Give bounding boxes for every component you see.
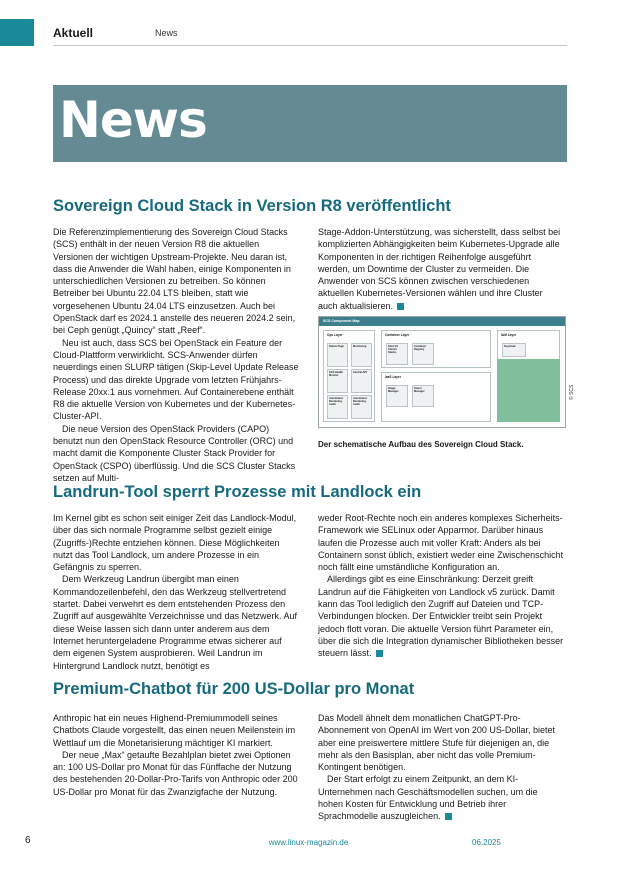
article-1-text: Stage-Addon-Unterstützung, was sicherstellt, dass selbst bei komplizierten Abhängigkeiten beim Kubernetes-Upgrade alle Komponenten in der richtigen Reihenfolge ausgeführt werden, um Downtime der Cluster zu vermeiden. Die Anwender von SCS können zwischen verschiedenen aktuellen Kubernetes-Versionen wählen und ihre Cluster auch aktualisieren. (318, 227, 561, 311)
figure-box: Automated Rendering, Audit (351, 395, 372, 419)
article-3-left-column (53, 712, 299, 798)
container-layer-label: Container Layer (385, 333, 410, 337)
article-2-paragraph: weder Root-Rechte noch ein anderes komplexes Sicherheits-Framework wie SELinux oder Apparmor. Darüber hinaus laufen die Prozesse auch mit voller Kraft: Anders als bei Containern sonst üblich, existiert weder eine Zwischenschicht noch fällt eine umständliche Konfiguration an. (318, 513, 564, 573)
ops-layer-label: Ops Layer (327, 333, 343, 337)
iam-layer-label: IAM Layer (501, 333, 517, 337)
figure-credit: © SCS (569, 384, 575, 400)
article-1-paragraph: Die neue Version des OpenStack Providers (CAPO) benutzt nun den OpenStack Resource Controller (ORC) und macht damit die Komponente Cluster Stack Provider for OpenStack (CSPO) überflüssig. Und die SCS Cluster Stacks setzen auf Multi- (53, 423, 296, 483)
end-mark-icon (376, 650, 383, 657)
end-mark-icon (397, 303, 404, 310)
article-3-paragraph: Der neue „Max“ getaufte Bezahlplan bietet zwei Optionen an: 100 US-Dollar pro Monat für das Fünffache der Nutzung des bestehenden 20-Dollar-Pro-Tarifs von Anthropic oder 200 US-Dollar pro Monat für das Zwanzigfache der Nutzung. (53, 749, 298, 797)
article-2-paragraph: Dem Werkzeug Landrun übergibt man einen Kommandozeilenbefehl, den das Werkzeug stellvertretend startet. Dabei verwehrt es dem entstehenden Prozess den Zugriff auf ausgewählte Verzeichnisse und das Netzwerk. Auf diese Weise lassen sich dann unter anderem aus dem Internet heruntergeladene Programme etwas sicherer auf dem eigenen System ausprobieren. Weil Landrun im Hintergrund Landlock nutzt, benötigt es (53, 574, 297, 671)
article-1-left-column (53, 226, 299, 484)
figure-box: Monitoring (351, 343, 372, 367)
figure-box: Flavor Manager (412, 385, 434, 407)
figure-box: Kind VX Cluster Stacks (386, 343, 408, 365)
end-mark-icon (445, 813, 452, 820)
iaas-layer-label: IaaS Layer (385, 375, 401, 379)
banner-title: News (59, 91, 207, 149)
figure-box: SCS Health Monitor (327, 369, 348, 393)
news-banner (53, 85, 567, 162)
ops-layer (323, 330, 375, 422)
figure-box: Container Registry (412, 343, 434, 365)
article-2-left-column (53, 512, 299, 672)
article-2-right-column (318, 512, 564, 660)
footer-url[interactable]: www.linux-magazin.de (268, 838, 349, 847)
article-1-right-column (318, 226, 564, 312)
article-1-title: Sovereign Cloud Stack in Version R8 veröffentlicht (53, 197, 451, 215)
figure-box: Central API (351, 369, 372, 393)
article-1-paragraph: Die Referenzimplementierung des Sovereign Cloud Stacks (SCS) enthält in der neuen Version R8 die aktuellen Versionen der wichtigen Upstream-Projekte. Neu daran ist, dass die Anwender die Wahl haben, einige Komponenten in unterschiedlichen Versionen zu betreiben. So können Betreiber bei Ubuntu 22.04 LTS bleiben, statt wie vorgesehenen Ubuntu 24.04 LTS einzusetzen. Auch bei OpenStack darf es 2024.1 anstelle des neueren 2024.2 sein, bei Ceph genügt „Quincy“ statt „Reef“. (53, 227, 296, 336)
figure-box: Automated Rendering, Audit (327, 395, 348, 419)
article-2-text: Allerdings gibt es eine Einschränkung: Derzeit greift Landrun auf die Fähigkeiten von Landlock v5 zurück. Damit kann das Tool lediglich den Zugriff auf Dateien und TCP-Verbindungen blocken. Der Entwickler treibt sein Projekt jedoch flott voran. Die aktuelle Version führt Parameter ein, über die sich die Integration dynamischer Bibliotheken besser steuern lässt. (318, 574, 564, 659)
article-3-right-column (318, 712, 564, 823)
article-3-title: Premium-Chatbot für 200 US-Dollar pro Monat (53, 680, 415, 698)
figure-caption: Der schematische Aufbau des Sovereign Cloud Stack. (318, 440, 524, 449)
section-subtitle: News (155, 28, 178, 38)
article-1-paragraph (318, 226, 564, 312)
article-3-text: Der Start erfolgt zu einem Zeitpunkt, an dem KI-Unternehmen nach Geschäftsmodellen suchen, um die hohen Kosten für Entwicklung und Betrieb ihrer Sprachmodelle auszugleichen. (318, 774, 538, 822)
figure-box: Status Page (327, 343, 348, 367)
article-3-paragraph (318, 773, 564, 822)
figure-bar-title: SCS Component Map (319, 317, 565, 326)
footer-date: 06.2025 (472, 838, 501, 847)
container-layer (381, 330, 491, 368)
page-number: 6 (25, 835, 31, 846)
article-2-paragraph (318, 573, 564, 659)
figure-box: Keycloak (502, 343, 526, 357)
figure-green-area (497, 359, 560, 422)
section-marker (0, 19, 34, 46)
article-2-paragraph: Im Kernel gibt es schon seit einiger Zeit das Landlock-Modul, über das sich normale Programme selbst gezielt einige (Zugriffs-)Rechte entziehen können. Diese Möglichkeiten nutzt das Tool Landlock, um andere Prozesse in ein Gefängnis zu sperren. (53, 513, 297, 573)
article-2-title: Landrun-Tool sperrt Prozesse mit Landlock ein (53, 483, 422, 501)
figure-box: Image Manager (386, 385, 408, 407)
scs-component-map-figure (318, 316, 566, 428)
article-3-paragraph: Das Modell ähnelt dem monatlichen ChatGPT-Pro-Abonnement von OpenAI im Wert von 200 US-Dollar, bietet aber eine preiswertere mittlere Stufe für diejenigen an, die mehr als den Basisplan, aber nicht das volle Premium-Kontingent benötigen. (318, 713, 555, 773)
section-title: Aktuell (53, 26, 94, 40)
header-rule (53, 45, 567, 46)
iaas-layer (381, 372, 491, 422)
article-1-paragraph: Neu ist auch, dass SCS bei OpenStack ein Feature der Cloud-Plattform verwirklicht. SCS-Anwender dürfen neuerdings einen SLURP tätigen (Skip-Level Update Release Process) und das direkte Upgrade vom letzten Frühjahrs-Release 20xx.1 aus vornehmen. Auf Containerebene enthält R8 die aktuelle Version von Kubernetes und der Kubernetes-Cluster-API. (53, 337, 299, 422)
article-3-paragraph: Anthropic hat ein neues Highend-Premiummodell seines Chatbots Claude vorgestellt, das einen neuen Meilenstein im Wettlauf um die Monetarisierung mächtiger KI markiert. (53, 713, 296, 748)
